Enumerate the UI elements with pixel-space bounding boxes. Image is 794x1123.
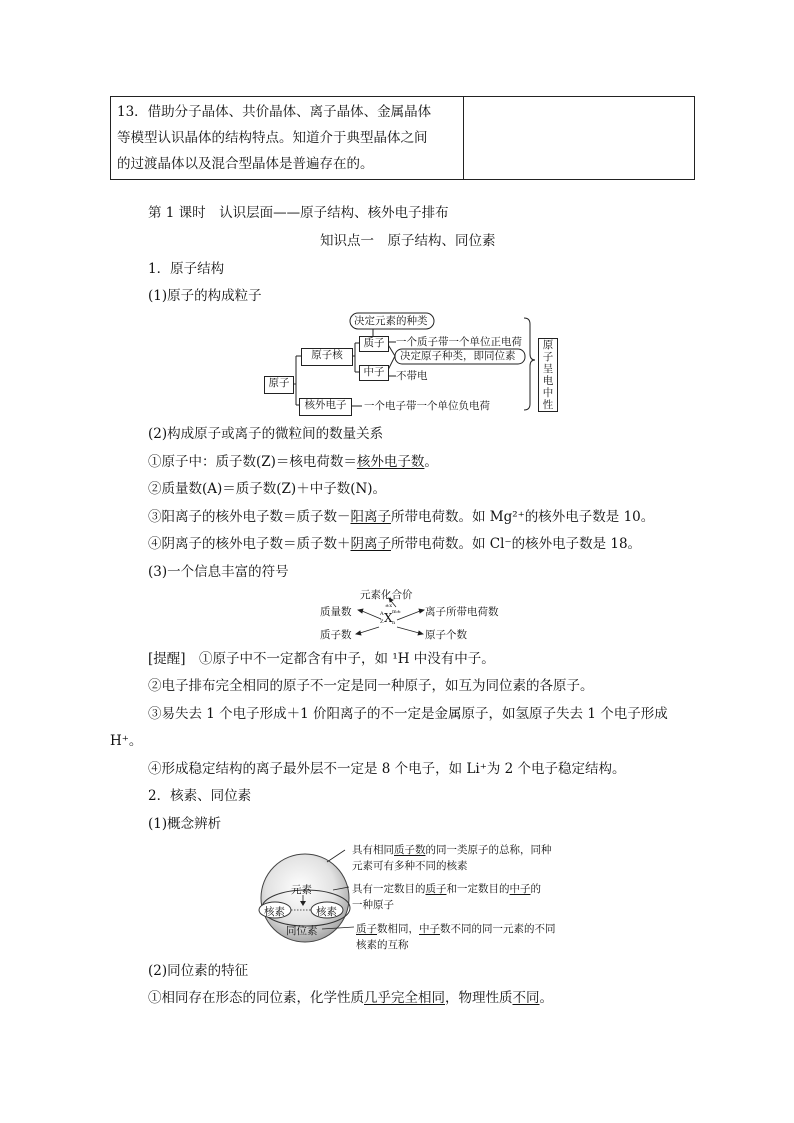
electron-desc: 一个电子带一个单位负电荷 <box>364 400 490 412</box>
mass-number-label: 质量数 <box>320 606 352 618</box>
standards-line-3: 的过渡晶体以及混合型晶体是普遍存在的。 <box>117 156 374 172</box>
ion-charge-label: 离子所带电荷数 <box>425 606 499 618</box>
standards-line-1: 13．借助分子晶体、共价晶体、离子晶体、金属晶体 <box>117 104 432 120</box>
electron-box: 核外电子 <box>299 398 352 416</box>
element-def-key: 质子数 <box>394 844 426 856</box>
tip-2: ②电子排布完全相同的原子不一定是同一种原子，如互为同位素的各原子。 <box>148 678 594 694</box>
valence-label: 元素化合价 <box>360 589 413 601</box>
nuclide-def-pre: 具有一定数目的 <box>352 883 426 895</box>
nuclide-def-key-1: 质子 <box>425 883 447 895</box>
isotope-def-key-1: 质子 <box>356 923 377 935</box>
isotope-def-mid: 数相同， <box>377 923 419 935</box>
tip-3: ③易失去 1 个电子形成＋1 价阳离子的不一定是金属原子，如氢原子失去 1 个电子形成 <box>148 706 668 722</box>
isotope-def-post: 数不同的同一元素的不同 <box>440 923 556 935</box>
feature-1-mid: ，物理性质 <box>445 990 513 1006</box>
nucleus-box: 原子核 <box>301 348 353 366</box>
relation-4-end: 所带电荷数。如 Cl⁻的核外电子数是 18。 <box>391 536 642 552</box>
feature-1-answer-1: 几乎完全相同 <box>364 990 445 1006</box>
symbol-sup-left: A <box>380 611 384 617</box>
heading-nuclide-isotope: 2．核素、同位素 <box>148 788 252 804</box>
proton-box: 质子 <box>359 336 389 352</box>
element-label: 元素 <box>291 884 312 896</box>
relation-2: ②质量数(A)＝质子数(Z)＋中子数(N)。 <box>148 481 387 497</box>
symbol-core: X <box>384 611 393 625</box>
relation-1-answer: 核外电子数 <box>356 454 425 470</box>
relation-4-text: ④阴离子的核外电子数＝质子数＋ <box>148 536 351 552</box>
isotope-definition-2: 核素的互称 <box>356 939 409 951</box>
nuclide-def-key-2: 中子 <box>509 883 531 895</box>
symbol-sup-right: m± <box>392 609 401 615</box>
section-title: 知识点一 原子结构、同位素 <box>320 233 496 249</box>
feature-1-end: 。 <box>539 990 553 1006</box>
heading-quantity-relations: (2)构成原子或离子的微粒间的数量关系 <box>148 426 384 442</box>
feature-1-answer-2: 不同 <box>512 990 540 1006</box>
nuclide-def-post: 的 <box>530 883 541 895</box>
nuclide-def-mid: 和一定数目的 <box>446 883 510 895</box>
heading-atom-particles: (1)原子的构成粒子 <box>148 288 262 304</box>
element-definition-2: 元素可有多种不同的核素 <box>352 860 468 872</box>
element-def-post: 的同一类原子的总称，同种 <box>425 844 552 856</box>
relation-1-end: 。 <box>424 454 438 470</box>
atom-count-label: 原子个数 <box>425 629 467 641</box>
heading-symbol: (3)一个信息丰富的符号 <box>148 564 289 580</box>
tip-3-continued: H⁺。 <box>110 733 143 749</box>
neutron-desc: 不带电 <box>396 370 428 382</box>
atom-box: 原子 <box>264 376 294 394</box>
standards-line-2: 等模型认识晶体的结构特点。知道介于典型晶体之间 <box>117 130 428 146</box>
heading-concepts: (1)概念辨析 <box>148 816 222 832</box>
nuclide-right-label: 核素 <box>316 906 337 918</box>
symbol-top: ±x <box>385 603 393 609</box>
relation-3-answer: 阳离子 <box>350 509 391 525</box>
heading-atomic-structure: 1．原子结构 <box>148 261 225 277</box>
symbol-sub-right: n <box>392 620 396 626</box>
heading-isotope-features: (2)同位素的特征 <box>148 963 249 979</box>
relation-4-answer: 阴离子 <box>350 536 391 552</box>
element-def-pre: 具有相同 <box>352 844 394 856</box>
nuclide-definition-2: 一种原子 <box>352 899 394 911</box>
relation-1-text: ①原子中：质子数(Z)＝核电荷数＝ <box>148 454 357 470</box>
relation-3-end: 所带电荷数。如 Mg²⁺的核外电子数是 10。 <box>391 509 655 525</box>
neutron-box: 中子 <box>359 365 389 381</box>
isotope-def-key-2: 中子 <box>419 923 440 935</box>
tip-4: ④形成稳定结构的离子最外层不一定是 8 个电子，如 Li⁺为 2 个电子稳定结构。 <box>148 761 626 777</box>
neutral-box: 原子呈电中性 <box>538 338 558 412</box>
decide-nuclide-label: 决定原子种类，即同位素 <box>400 350 516 362</box>
tip-1: [提醒] ①原子中不一定都含有中子，如 ¹H 中没有中子。 <box>148 651 495 667</box>
proton-desc: 一个质子带一个单位正电荷 <box>396 336 522 348</box>
symbol-sub-left: Z <box>380 619 384 625</box>
relation-3-text: ③阳离子的核外电子数＝质子数－ <box>148 509 351 525</box>
nuclide-left-label: 核素 <box>264 906 285 918</box>
decide-element-label: 决定元素的种类 <box>354 315 428 327</box>
feature-1 <box>148 989 553 1007</box>
isotope-label: 同位素 <box>286 925 318 937</box>
proton-number-label: 质子数 <box>320 629 352 641</box>
feature-1-text: ①相同存在形态的同位素，化学性质 <box>148 990 364 1006</box>
lesson-title: 第 1 课时 认识层面——原子结构、核外电子排布 <box>148 205 449 221</box>
